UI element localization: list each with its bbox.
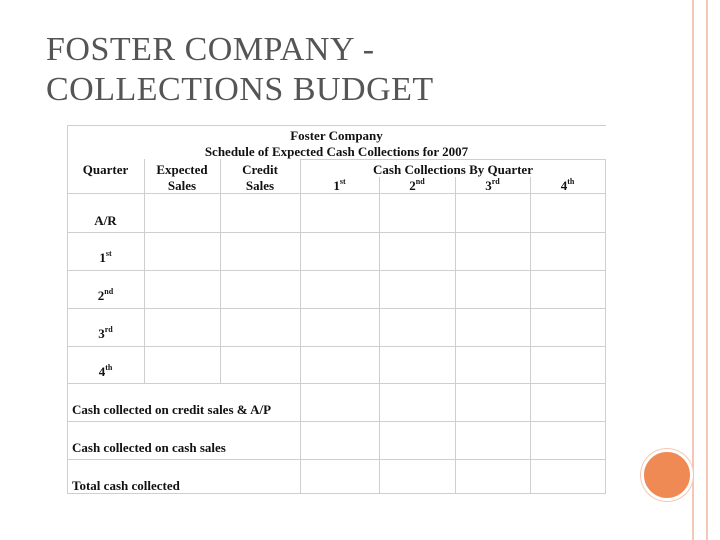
row-label-cash-collected-cash: Cash collected on cash sales <box>72 440 226 455</box>
slide-title-line-1: FOSTER COMPANY - <box>46 31 375 68</box>
table-company-title: Foster Company <box>290 128 383 143</box>
header-expected-line-1: Expected <box>156 162 208 177</box>
row-label-cash-collected-credit: Cash collected on credit sales & A/P <box>72 402 272 417</box>
table-col-line <box>379 177 380 494</box>
table-line-row <box>67 346 606 347</box>
table-line-row <box>67 383 606 384</box>
header-quarter-3: 3rd <box>485 177 500 193</box>
table-line-group-top <box>300 159 606 160</box>
slide-title <box>46 30 606 110</box>
table-border-bottom <box>67 493 606 494</box>
header-quarter-4: 4th <box>560 177 575 193</box>
slide-title-line-2: COLLECTIONS BUDGET <box>46 71 434 108</box>
table-col-line <box>455 177 456 494</box>
header-quarter: Quarter <box>82 162 129 177</box>
header-credit-line-1: Credit <box>242 162 278 177</box>
header-credit-line-2: Sales <box>245 178 275 193</box>
table-line-row <box>67 421 606 422</box>
table-line-header-bottom <box>67 193 606 194</box>
header-quarter-2: 2nd <box>409 177 425 193</box>
row-label-quarter-3: 3rd <box>98 325 113 341</box>
table-line-row <box>67 270 606 271</box>
table-border-right <box>605 159 606 494</box>
header-quarter-1: 1st <box>333 177 346 193</box>
row-label-quarter-4: 4th <box>98 363 113 379</box>
row-label-quarter-1: 1st <box>99 249 112 265</box>
row-label-total-cash-collected: Total cash collected <box>72 478 180 493</box>
collections-schedule-table <box>67 125 606 494</box>
table-line-row <box>67 459 606 460</box>
table-schedule-title: Schedule of Expected Cash Collections for 2007 <box>204 144 469 159</box>
row-label-ar: A/R <box>94 213 117 228</box>
row-label-quarter-2: 2nd <box>97 287 114 303</box>
table-col-line <box>530 177 531 494</box>
table-line-row <box>67 232 606 233</box>
decorative-border-line-right <box>706 0 708 540</box>
header-cash-collections-group: Cash Collections By Quarter <box>373 162 533 177</box>
table-col-line <box>300 159 301 494</box>
decorative-orange-circle <box>641 449 693 501</box>
table-line-row <box>67 308 606 309</box>
header-expected-line-2: Sales <box>167 178 197 193</box>
table-border-left <box>67 125 68 494</box>
decorative-border-line-left <box>692 0 694 540</box>
table-border-top <box>67 125 606 126</box>
